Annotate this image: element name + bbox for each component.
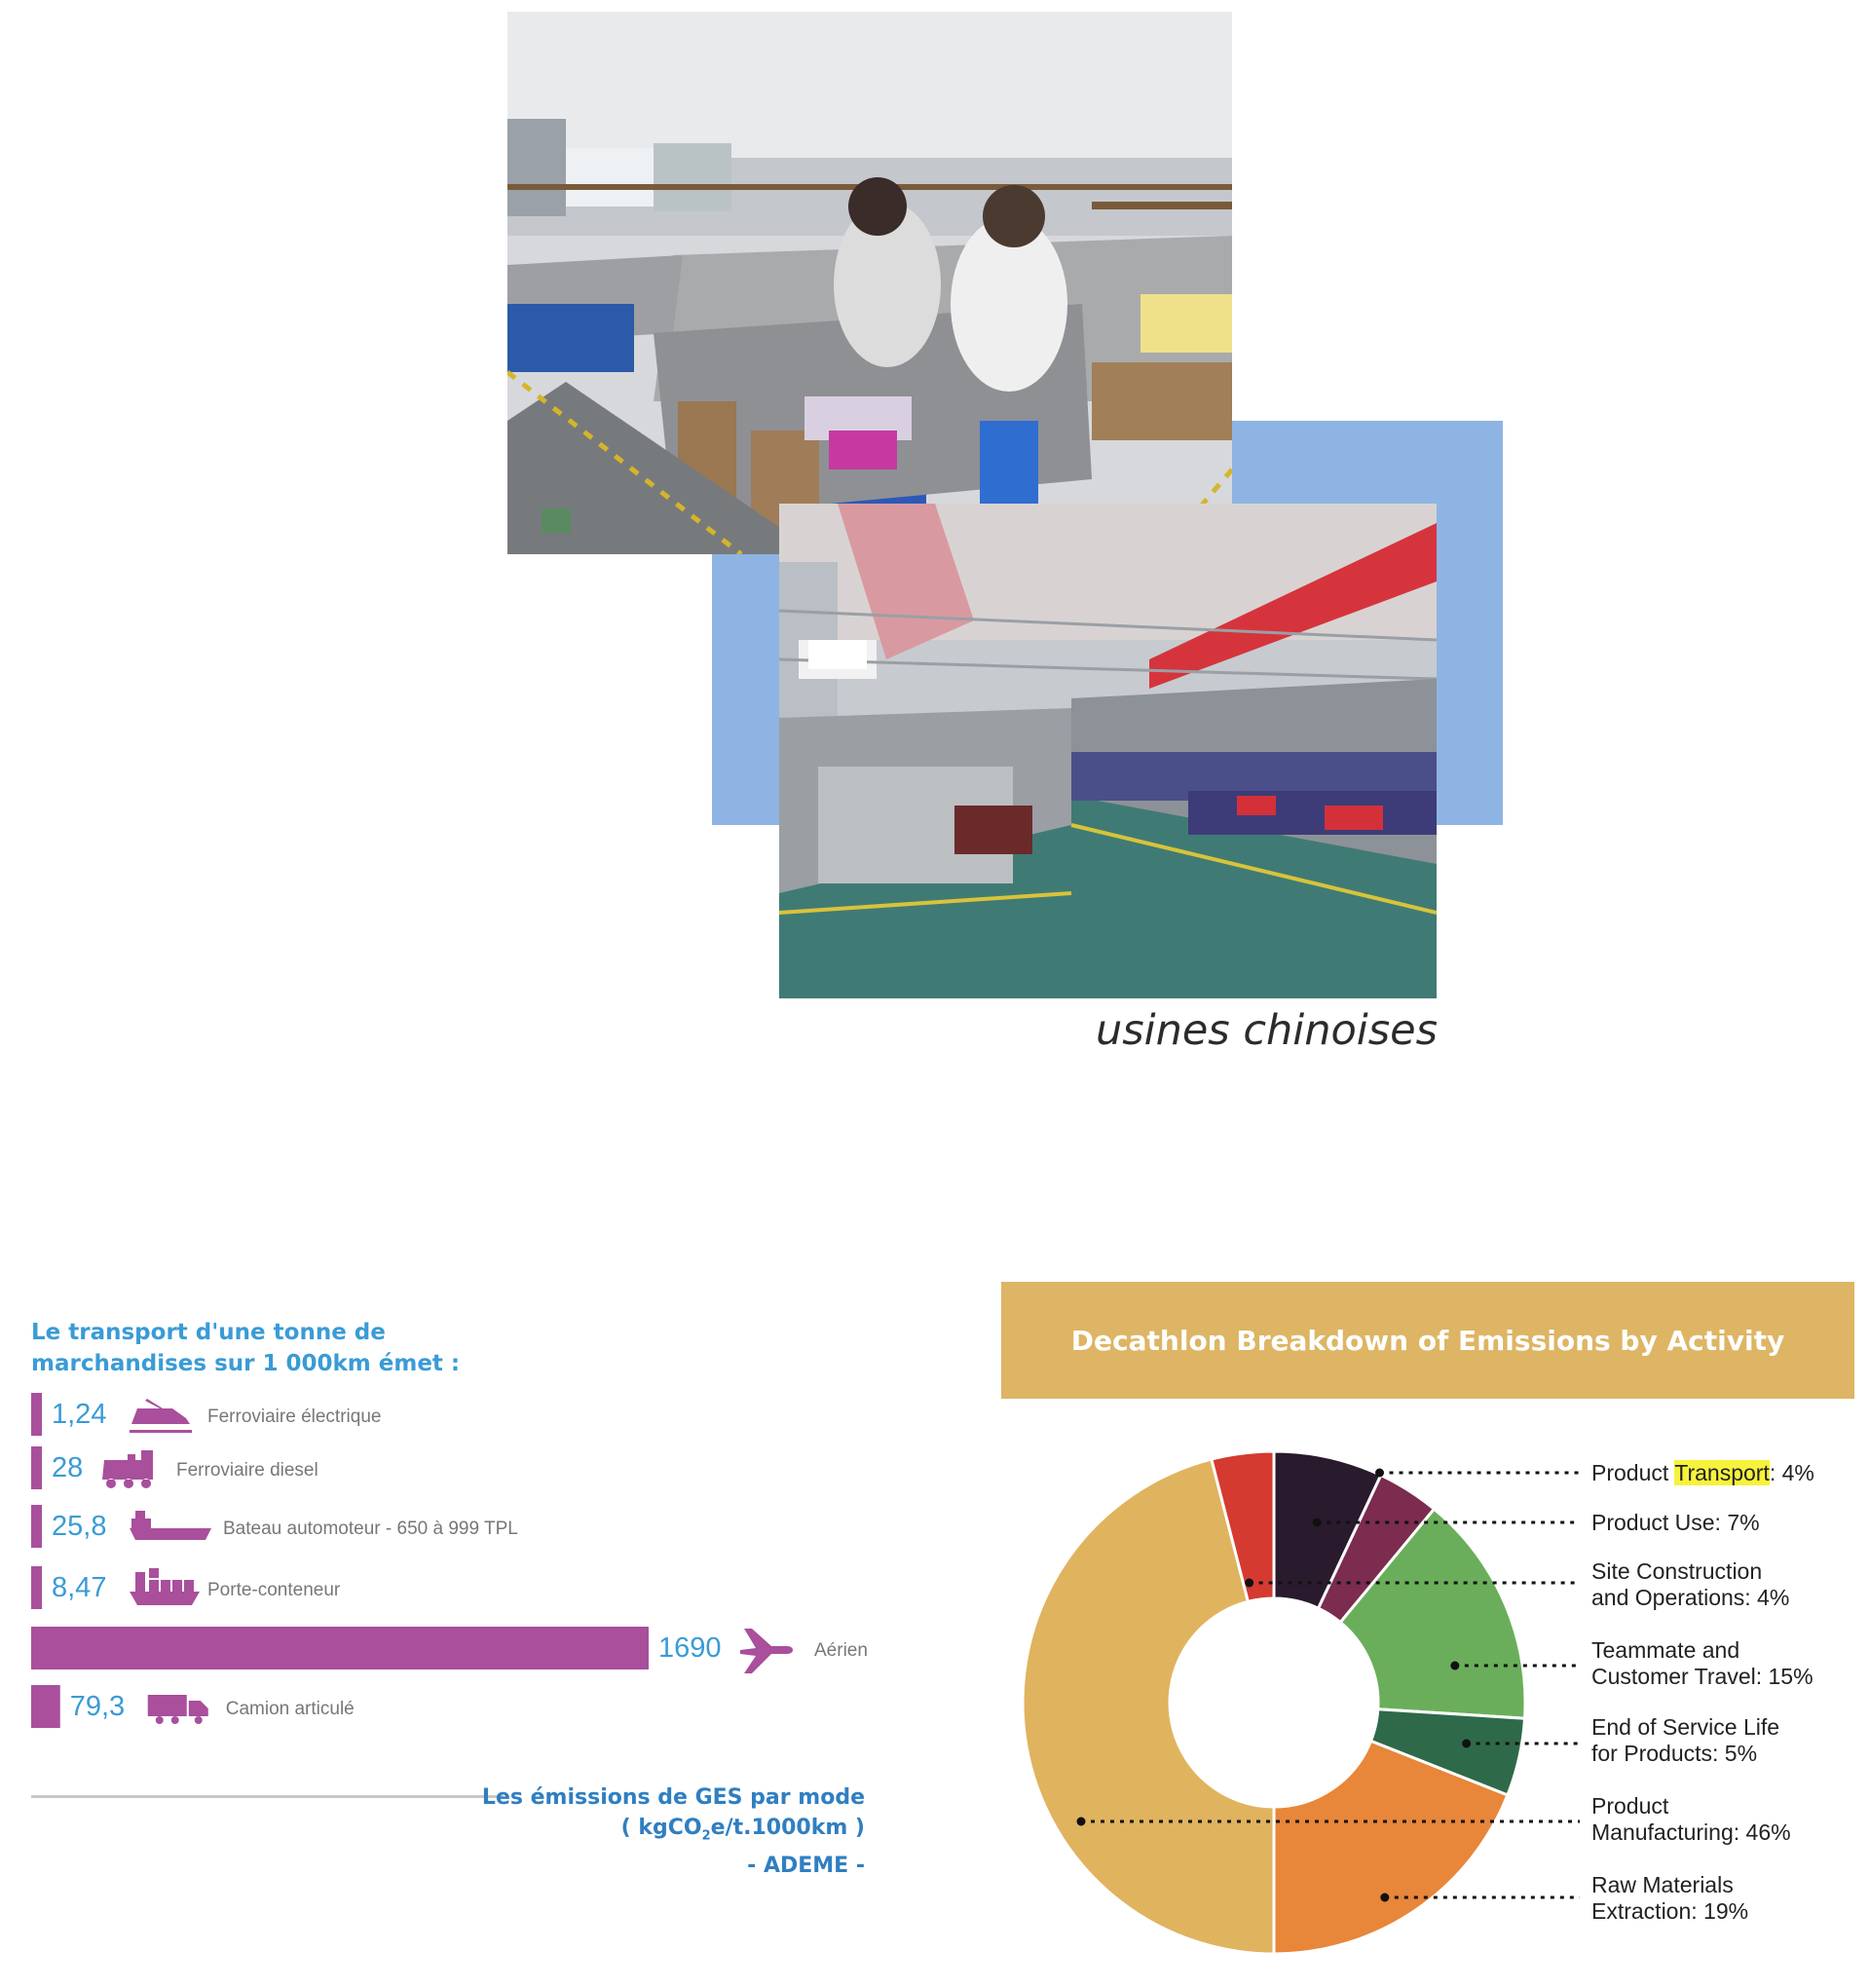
label-transport-highlight: Transport (1674, 1460, 1770, 1485)
donut-chart-header (1001, 1282, 1854, 1399)
label-transport-suffix: : 4% (1769, 1460, 1814, 1485)
river-barge-icon (130, 1511, 211, 1540)
bar-category-label-4: Porte-conteneur (207, 1580, 341, 1600)
source-line-3: - ADEME - (747, 1854, 865, 1879)
bar-chart-source (468, 1782, 865, 1881)
factory-photo-sewing-hall (779, 504, 1437, 998)
source-unit-suffix: e/t.1000km ) (710, 1816, 865, 1840)
airplane-icon (740, 1629, 793, 1673)
source-unit-sub: 2 (701, 1828, 711, 1844)
source-unit-prefix: ( kgCO (620, 1816, 702, 1840)
diesel-locomotive-icon (102, 1450, 153, 1488)
bar-value-label-6: 79,3 (69, 1691, 126, 1722)
bar-1 (31, 1393, 42, 1436)
source-divider (31, 1795, 504, 1798)
label-end-of-life: End of Service Life for Products: 5% (1591, 1714, 1780, 1766)
bar-value-label-1: 1,24 (52, 1399, 107, 1430)
electric-train-icon (130, 1399, 192, 1433)
label-site-construction: Site Construction and Operations: 4% (1591, 1558, 1790, 1610)
label-product-use: Product Use: 7% (1591, 1510, 1760, 1535)
container-ship-icon (130, 1568, 200, 1605)
bar-chart-title: Le transport d'une tonne de marchandises sur 1 000km émet : (31, 1320, 461, 1376)
bar-5 (31, 1627, 649, 1669)
bar-value-label-2: 28 (52, 1452, 84, 1483)
bar-value-label-4: 8,47 (52, 1572, 107, 1603)
bar-6 (31, 1685, 60, 1728)
bar-category-label-6: Camion articulé (225, 1699, 355, 1719)
truck-icon (148, 1695, 208, 1724)
label-raw-materials: Raw Materials Extraction: 19% (1591, 1872, 1749, 1924)
factory-photo-workers (507, 12, 1232, 554)
bar-category-label-5: Aérien (814, 1640, 868, 1661)
bar-3 (31, 1505, 42, 1548)
bar-category-label-2: Ferroviaire diesel (176, 1460, 318, 1481)
source-line-1: Les émissions de GES par mode (481, 1785, 865, 1810)
donut-chart-title: Decathlon Breakdown of Emissions by Activity (1070, 1324, 1785, 1357)
label-transport-prefix: Product (1591, 1460, 1675, 1485)
bar-4 (31, 1566, 42, 1609)
bar-category-label-3: Bateau automoteur - 650 à 999 TPL (223, 1519, 518, 1539)
bar-value-label-5: 1690 (658, 1632, 722, 1664)
source-unit (468, 1813, 865, 1851)
bar-2 (31, 1446, 42, 1489)
label-product-transport (1591, 1460, 1814, 1486)
label-teammate-travel: Teammate and Customer Travel: 15% (1591, 1637, 1814, 1689)
collage-caption: usines chinoises (1096, 1006, 1438, 1055)
bar-category-label-1: Ferroviaire électrique (207, 1407, 382, 1427)
label-manufacturing: Product Manufacturing: 46% (1591, 1793, 1791, 1845)
transport-emissions-bar-chart (0, 1383, 935, 1753)
bar-value-label-3: 25,8 (52, 1511, 107, 1542)
